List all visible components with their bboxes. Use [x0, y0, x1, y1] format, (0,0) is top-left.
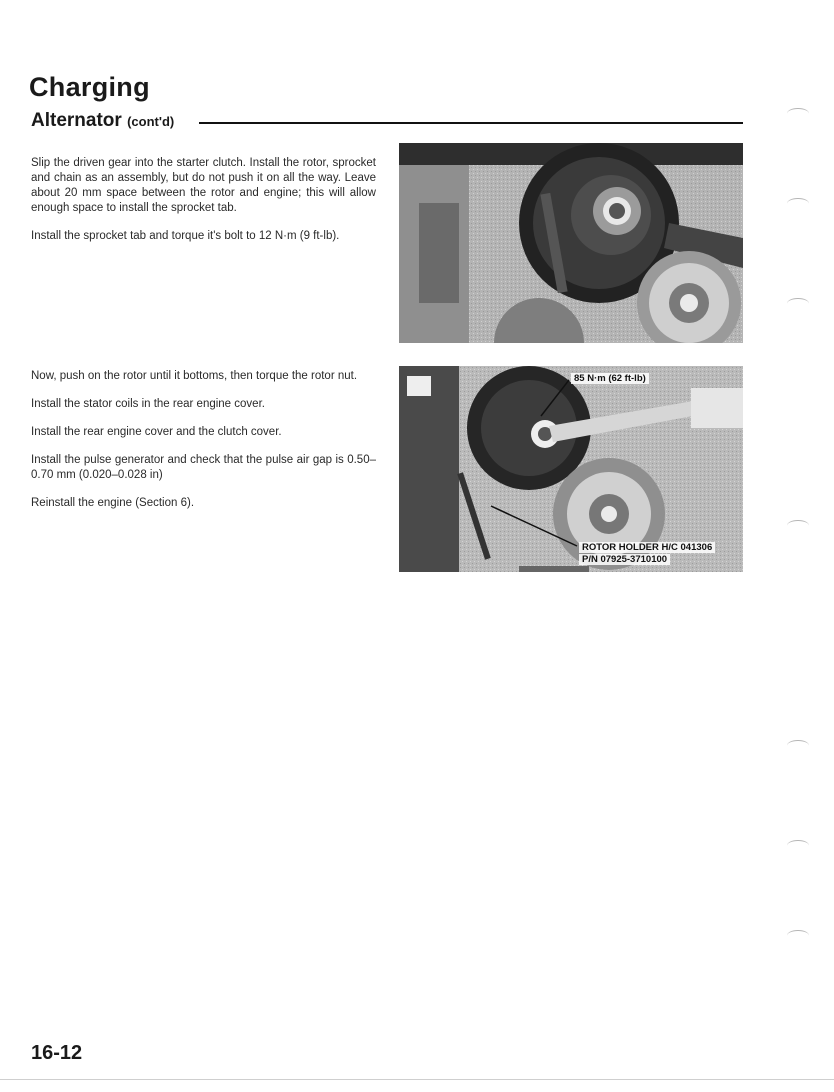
paragraph: Slip the driven gear into the starter clutch. Install the rotor, sprocket and chain as an assembly, but do not push it on all the way. Leave about 20 mm space between the rotor and engine; this will allow enough space to install the sprocket tab.	[31, 157, 376, 214]
page-number: 16-12	[31, 1042, 83, 1064]
paragraph: Install the pulse generator and check that the pulse air gap is 0.50–0.70 mm (0.020–0.028 in)	[31, 454, 376, 481]
section-title-text: Alternator	[31, 110, 122, 131]
paragraph: Reinstall the engine (Section 6).	[31, 497, 195, 509]
rotor-torque-photo	[399, 366, 743, 572]
section-header	[31, 110, 743, 138]
scan-edge-line	[0, 1079, 834, 1080]
binder-mark	[787, 198, 809, 209]
paragraph: Install the stator coils in the rear engine cover.	[31, 398, 265, 410]
tool-name-callout: ROTOR HOLDER H/C 041306	[579, 542, 715, 553]
header-rule	[199, 122, 743, 124]
torque-callout: 85 N·m (62 ft-lb)	[571, 373, 649, 384]
binder-mark	[787, 930, 809, 941]
tool-part-number-callout: P/N 07925-3710100	[579, 554, 670, 565]
paragraph: Now, push on the rotor until it bottoms, then torque the rotor nut.	[31, 370, 358, 382]
binder-mark	[787, 108, 809, 119]
page-title: Charging	[29, 72, 150, 102]
binder-mark	[787, 740, 809, 751]
binder-mark	[787, 520, 809, 531]
instructions-block-1	[31, 156, 376, 257]
paragraph: Install the rear engine cover and the clutch cover.	[31, 426, 282, 438]
rotor-install-photo	[399, 143, 743, 343]
section-title	[31, 110, 174, 132]
section-title-note: (cont'd)	[127, 114, 175, 129]
paragraph: Install the sprocket tab and torque it's bolt to 12 N·m (9 ft-lb).	[31, 230, 340, 242]
binder-mark	[787, 840, 809, 851]
binder-mark	[787, 298, 809, 309]
instructions-block-2	[31, 369, 376, 524]
